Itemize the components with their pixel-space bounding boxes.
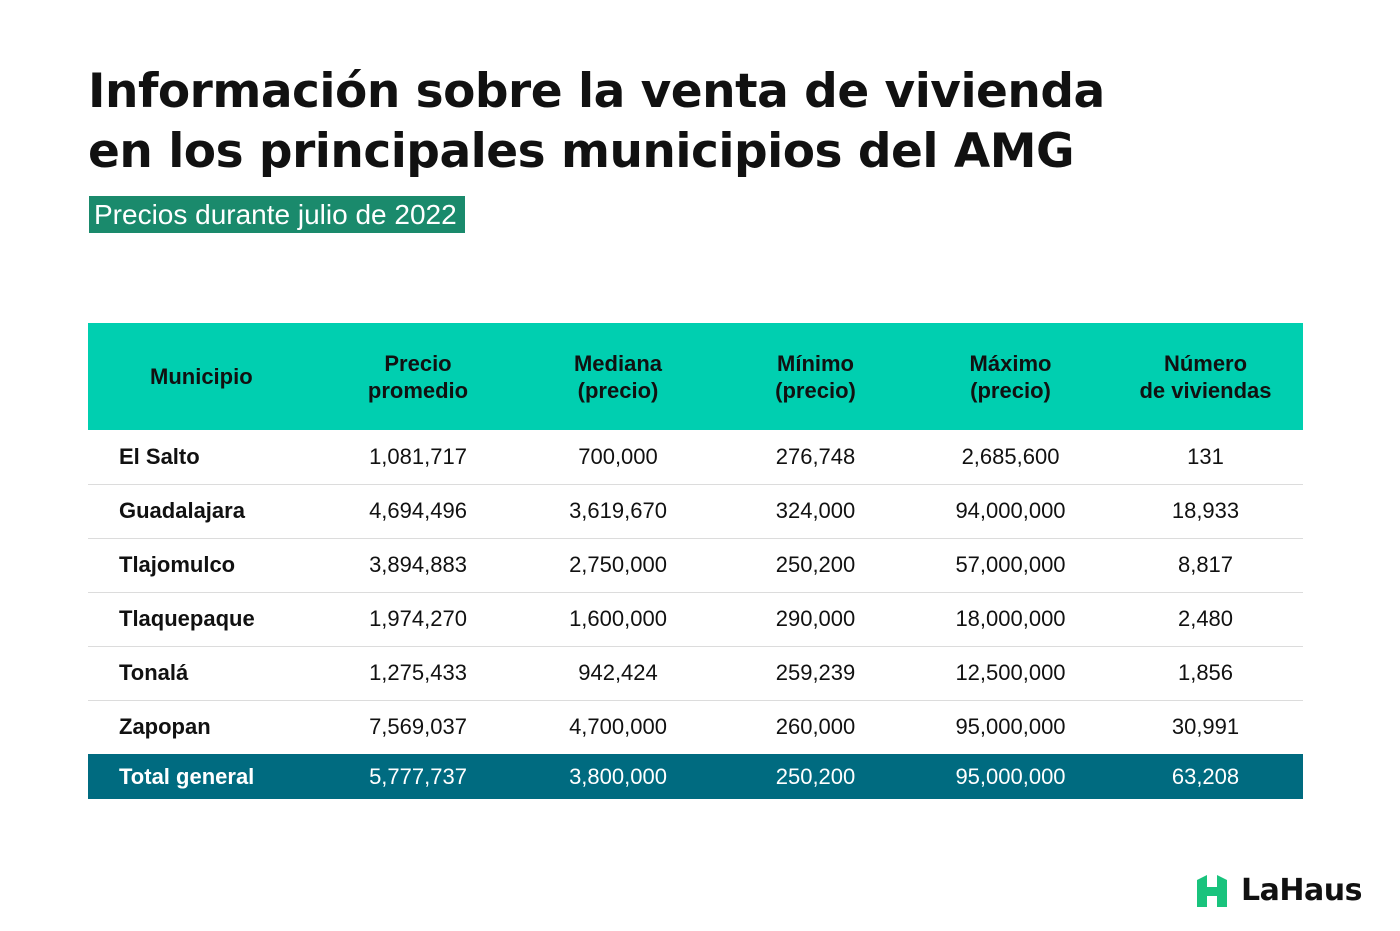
header-municipio	[88, 323, 318, 430]
header-label-line-2: promedio	[367, 377, 469, 403]
cell-municipio: Tlajomulco	[119, 552, 236, 577]
header-label-line-1: Número	[1163, 350, 1248, 376]
cell-viviendas: 1,856	[1177, 660, 1234, 685]
cell-mediana: 2,750,000	[569, 552, 667, 577]
subtitle-badge: Precios durante julio de 2022	[89, 196, 465, 233]
cell-total-label: Total general	[119, 763, 255, 789]
header-label-line-2: (precio)	[577, 377, 659, 403]
cell-mediana: 942,424	[578, 660, 658, 685]
table-row	[88, 484, 1303, 538]
header-label-line-2: (precio)	[970, 377, 1051, 403]
table-row	[88, 700, 1303, 754]
header-label-line-2: de viviendas	[1139, 377, 1272, 403]
cell-total-precio-promedio: 5,777,737	[369, 763, 467, 789]
cell-maximo: 94,000,000	[955, 498, 1066, 523]
cell-mediana: 4,700,000	[569, 714, 667, 740]
cell-precio-promedio: 1,081,717	[369, 443, 467, 469]
cell-minimo: 290,000	[775, 606, 856, 631]
cell-municipio: Tlaquepaque	[119, 606, 255, 631]
cell-viviendas: 8,817	[1177, 552, 1234, 577]
cell-minimo: 250,200	[775, 552, 856, 577]
table-row	[88, 646, 1303, 700]
cell-minimo: 260,000	[775, 714, 856, 740]
cell-precio-promedio: 4,694,496	[369, 498, 467, 523]
housing-sales-table	[88, 323, 1303, 799]
header-minimo	[718, 323, 913, 430]
cell-minimo: 259,239	[775, 660, 856, 685]
table-total-row	[88, 754, 1303, 799]
page-title-line-2: en los principales municipios del AMG	[88, 124, 1075, 179]
table-row	[88, 430, 1303, 484]
cell-precio-promedio: 1,974,270	[369, 606, 467, 631]
brand-logo	[1195, 872, 1362, 910]
header-label-line-1: Precio	[384, 350, 452, 376]
header-maximo	[913, 323, 1108, 430]
cell-viviendas: 131	[1187, 443, 1224, 469]
cell-mediana: 1,600,000	[569, 606, 667, 631]
cell-maximo: 95,000,000	[955, 714, 1066, 740]
cell-maximo: 18,000,000	[955, 606, 1066, 631]
header-label-line-1: Máximo	[969, 350, 1052, 376]
cell-precio-promedio: 3,894,883	[369, 552, 467, 577]
cell-total-maximo: 95,000,000	[955, 763, 1066, 789]
cell-municipio: Zapopan	[119, 714, 211, 740]
cell-municipio: Tonalá	[119, 660, 189, 685]
header-label: Municipio	[150, 364, 253, 389]
header-mediana	[518, 323, 718, 430]
page-title	[88, 62, 1308, 182]
cell-total-mediana: 3,800,000	[569, 763, 667, 789]
cell-municipio: El Salto	[119, 443, 200, 469]
table-row	[88, 538, 1303, 592]
cell-minimo: 276,748	[775, 443, 856, 469]
table-row	[88, 592, 1303, 646]
brand-name: LaHaus	[1241, 873, 1362, 908]
cell-municipio: Guadalajara	[119, 498, 245, 523]
cell-total-minimo: 250,200	[775, 763, 856, 789]
header-label-line-2: (precio)	[775, 377, 856, 403]
cell-viviendas: 2,480	[1177, 606, 1234, 631]
cell-maximo: 12,500,000	[955, 660, 1066, 685]
cell-total-viviendas: 63,208	[1171, 763, 1240, 789]
header-label-line-1: Mínimo	[777, 350, 854, 376]
table-header-row	[88, 323, 1303, 430]
house-logo-icon	[1195, 873, 1229, 909]
cell-maximo: 57,000,000	[955, 552, 1066, 577]
cell-viviendas: 30,991	[1171, 714, 1240, 740]
header-numero-viviendas	[1108, 323, 1303, 430]
cell-maximo: 2,685,600	[961, 443, 1060, 469]
cell-mediana: 3,619,670	[569, 498, 667, 523]
header-label-line-1: Mediana	[573, 350, 663, 376]
cell-minimo: 324,000	[775, 498, 856, 523]
page-title-line-1: Información sobre la venta de vivienda	[88, 64, 1105, 119]
cell-viviendas: 18,933	[1171, 498, 1240, 523]
cell-precio-promedio: 1,275,433	[369, 660, 467, 685]
cell-mediana: 700,000	[578, 443, 658, 469]
header-precio-promedio	[318, 323, 518, 430]
cell-precio-promedio: 7,569,037	[369, 714, 467, 740]
